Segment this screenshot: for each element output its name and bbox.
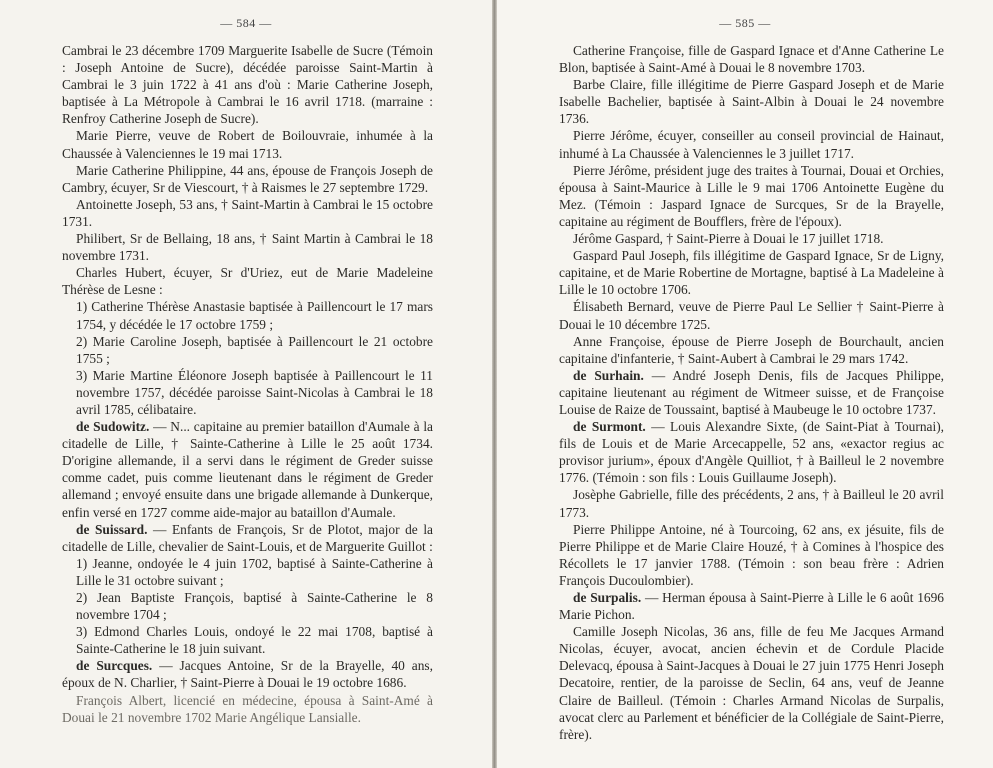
paragraph: Barbe Claire, fille illégitime de Pierre Gaspard Joseph et de Marie Isabelle Bachelier, baptisée à Saint-Albin à Douai le 24 novembre 1736. [559, 77, 944, 127]
paragraph: Charles Hubert, écuyer, Sr d'Uriez, eut de Marie Madeleine Thérèse de Lesne : [62, 265, 433, 298]
paragraph: Pierre Jérôme, écuyer, conseiller au conseil provincial de Hainaut, inhumé à La Chaussée à Valenciennes le 3 juillet 1717. [559, 128, 944, 161]
family-entry [62, 657, 433, 691]
list-item: 3) Marie Martine Éléonore Joseph baptisée à Paillencourt le 11 novembre 1757, décédée paroisse Saint-Nicolas à Cambrai le 18 avril 1785, célibataire. [76, 367, 433, 417]
family-heading: de Sudowitz. [76, 419, 150, 435]
paragraph: Anne Françoise, épouse de Pierre Joseph de Bourchault, ancien capitaine d'infanterie, † Saint-Aubert à Cambrai le 29 mars 1742. [559, 333, 944, 366]
paragraph: Gaspard Paul Joseph, fils illégitime de Gaspard Ignace, Sr de Ligny, capitaine, et de Marie Robertine de Mortagne, baptisé à La Madeleine à Lille le 10 octobre 1706. [559, 248, 944, 298]
family-entry [559, 367, 944, 418]
family-entry [559, 418, 944, 486]
entry-text: — Louis Alexandre Sixte, (de Saint-Piat à Tournai), fils de Louis et de Marie Arcecappelle, 52 ans, «exactor regius ac provisor jurium», époux d'Angèle Quilliot, † à Bailleul le 2 novembre 1776. (Témoin : son fils : Louis Guillaume Joseph). [559, 419, 944, 486]
right-page-text [559, 42, 944, 743]
paragraph: Josèphe Gabrielle, fille des précédents, 2 ans, † à Bailleul le 20 avril 1773. [559, 487, 944, 520]
family-heading: de Surhain. [573, 367, 644, 383]
paragraph: Catherine Françoise, fille de Gaspard Ignace et d'Anne Catherine Le Blon, baptisée à Saint-Amé à Douai le 8 novembre 1703. [559, 43, 944, 76]
paragraph: Antoinette Joseph, 53 ans, † Saint-Martin à Cambrai le 15 octobre 1731. [62, 196, 433, 229]
page-number-left: — 584 — [220, 16, 272, 30]
family-heading: de Suissard. [76, 521, 148, 537]
left-page-text [62, 42, 433, 726]
paragraph: François Albert, licencié en médecine, épousa à Saint-Amé à Douai le 21 novembre 1702 Marie Angélique Lansialle. [62, 692, 433, 725]
entry-text: — N... capitaine au premier bataillon d'Aumale à la citadelle de Lille, † Sainte-Catherine à Lille le 25 août 1734. D'origine allemande, il a servi dans le régiment de Greder suisse comme cadet, puis comme lieutenant dans le régiment de Greder allemand ; envoyé ensuite dans une brigade allemande à Dunkerque, enfin versé en 1727 comme aide-major au bataillon d'Aumale. [62, 419, 434, 520]
entry-text: — André Joseph Denis, fils de Jacques Philippe, capitaine lieutenant au régiment de Witmeer suisse, et de Françoise Louise de Raize de Toussaint, baptisé à Maubeuge le 10 octobre 1737. [559, 367, 944, 417]
list-item: 3) Edmond Charles Louis, ondoyé le 22 mai 1708, baptisé à Sainte-Catherine le 18 juin suivant. [76, 624, 433, 657]
family-heading: de Surpalis. [573, 590, 642, 605]
right-page [497, 0, 993, 768]
paragraph: Marie Pierre, veuve de Robert de Boilouvraie, inhumée à la Chaussée à Valenciennes le 19 mai 1713. [62, 128, 433, 161]
paragraph: Cambrai le 23 décembre 1709 Marguerite Isabelle de Sucre (Témoin : Joseph Antoine de Sucre), décédée paroisse Saint-Martin à Cambrai le 3 juin 1722 à 41 ans d'où : Marie Catherine Joseph, baptisée à La Métropole à Cambrai le 16 avril 1718. (marraine : Renfroy Catherine Joseph de Sucre). [62, 43, 433, 127]
entry-text: — Herman épousa à Saint-Pierre à Lille le 6 août 1696 Marie Pichon. [559, 590, 944, 623]
family-heading: de Surmont. [573, 419, 646, 435]
paragraph: Jérôme Gaspard, † Saint-Pierre à Douai le 17 juillet 1718. [573, 231, 884, 247]
family-entry [62, 418, 433, 521]
left-page [0, 0, 492, 768]
list-item: 2) Marie Caroline Joseph, baptisée à Paillencourt le 21 octobre 1755 ; [76, 333, 433, 366]
entry-text: — Enfants de François, Sr de Plotot, major de la citadelle de Lille, chevalier de Saint-Louis, et de Marguerite Guillot : [62, 521, 433, 554]
page-number-right: — 585 — [719, 16, 771, 30]
entry-text: — Jacques Antoine, Sr de la Brayelle, 40 ans, époux de N. Charlier, † Saint-Pierre à Douai le 19 octobre 1686. [62, 658, 433, 691]
paragraph: Philibert, Sr de Bellaing, 18 ans, † Saint Martin à Cambrai le 18 novembre 1731. [62, 231, 433, 264]
list-item: 2) Jean Baptiste François, baptisé à Sainte-Catherine le 8 novembre 1704 ; [76, 590, 433, 623]
list-item: 1) Catherine Thérèse Anastasie baptisée à Paillencourt le 17 mars 1754, y décédée le 17 octobre 1759 ; [76, 299, 433, 332]
paragraph: Camille Joseph Nicolas, 36 ans, fille de feu Me Jacques Armand Nicolas, écuyer, avocat, ancien échevin et de Cordule Placide Delevacq, épousa à Saint-Jacques à Douai le 27 juin 1775 Henri Joseph Decatoire, rentier, de la paroisse de Seclin, 64 ans, veuf de Jeanne Claire de Bailleul. (Témoin : Charles Armand Nicolas de Surpalis, avocat clerc au Parlement et bénéficier de la Collégiale de Saint-Pierre, frère). [559, 624, 944, 742]
family-entry [559, 589, 944, 623]
family-entry [62, 521, 433, 555]
family-heading: de Surcques. [76, 658, 153, 674]
paragraph: Pierre Jérôme, président juge des traites à Tournai, Douai et Orchies, épousa à Saint-Maurice à Lille le 9 mai 1706 Antoinette Eugène du Mez. (Témoin : Jaspard Ignace de Surcques, Sr de la Brayelle, capitaine au régiment de Boufflers, frère de l'époux). [559, 162, 944, 229]
paragraph: Élisabeth Bernard, veuve de Pierre Paul Le Sellier † Saint-Pierre à Douai le 10 décembre 1725. [559, 299, 944, 332]
list-item: 1) Jeanne, ondoyée le 4 juin 1702, baptisé à Sainte-Catherine à Lille le 31 octobre suivant ; [76, 555, 433, 588]
paragraph: Marie Catherine Philippine, 44 ans, épouse de François Joseph de Cambry, écuyer, Sr de Viescourt, † à Raismes le 27 septembre 1729. [62, 162, 433, 195]
paragraph: Pierre Philippe Antoine, né à Tourcoing, 62 ans, ex jésuite, fils de Pierre Philippe et de Marie Claire Houzé, † à Comines à l'hospice des Récollets le 17 janvier 1788. (Témoin : son beau frère : Adrien François Ducoulombier). [559, 521, 944, 588]
